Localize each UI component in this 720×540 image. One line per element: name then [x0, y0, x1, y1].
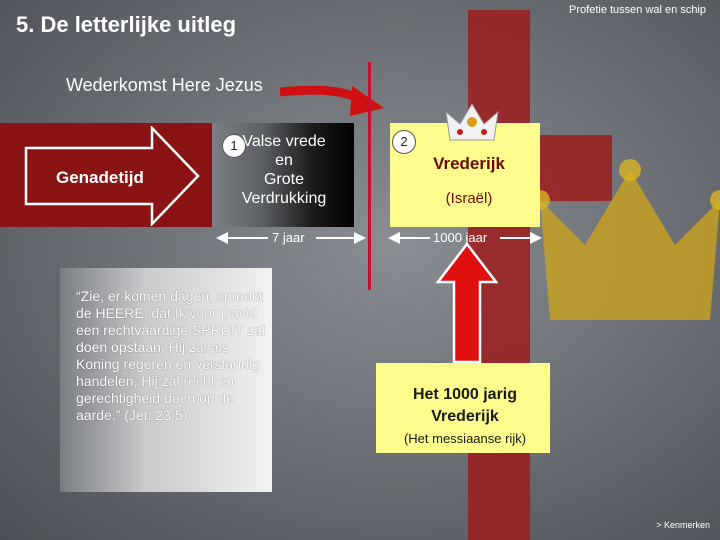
verdrukking-line: Verdrukking — [241, 190, 327, 207]
verdrukking-line: Valse vrede — [242, 133, 326, 150]
period1-badge: 1 — [222, 134, 246, 158]
period2-duration: 1000 jaar — [433, 230, 488, 245]
verdrukking-text — [212, 132, 356, 208]
crown-icon — [540, 150, 720, 330]
verdrukking-line: Grote — [263, 171, 304, 188]
page-title: 5. De letterlijke uitleg — [16, 12, 237, 37]
millennium-subtitle: (Het messiaanse rijk) — [403, 431, 527, 446]
genadetijd-label: Genadetijd — [56, 168, 144, 187]
millennium-title — [376, 384, 554, 428]
period2-badge: 2 — [392, 130, 416, 154]
period1-duration: 7 jaar — [272, 230, 305, 245]
vrederijk-title: Vrederijk — [433, 154, 505, 173]
timeline-divider — [368, 62, 371, 290]
vrederijk-subtitle: (Israël) — [445, 190, 493, 207]
curved-arrow-icon — [280, 78, 390, 120]
verdrukking-line: en — [275, 152, 293, 169]
quote-text: “Zie, er komen dagen, spreekt de HEERE, dat Ik voor David een rechtvaardige SPRUIT zal doen opstaan. Hij zal als Koning regeren en verstandig handelen, Hij zal recht en gerechtigheid doen op de aarde.” (Jer. 23:5) — [76, 288, 265, 423]
millennium-title-line: Vrederijk — [431, 408, 499, 425]
millennium-title-line: Het 1000 jarig — [412, 386, 518, 403]
up-arrow-icon — [436, 242, 498, 364]
event-label: Wederkomst Here Jezus — [66, 75, 263, 95]
crown-icon — [444, 100, 500, 144]
next-link[interactable]: > Kenmerken — [656, 520, 710, 530]
presentation-subtitle: Profetie tussen wal en schip — [569, 4, 706, 16]
